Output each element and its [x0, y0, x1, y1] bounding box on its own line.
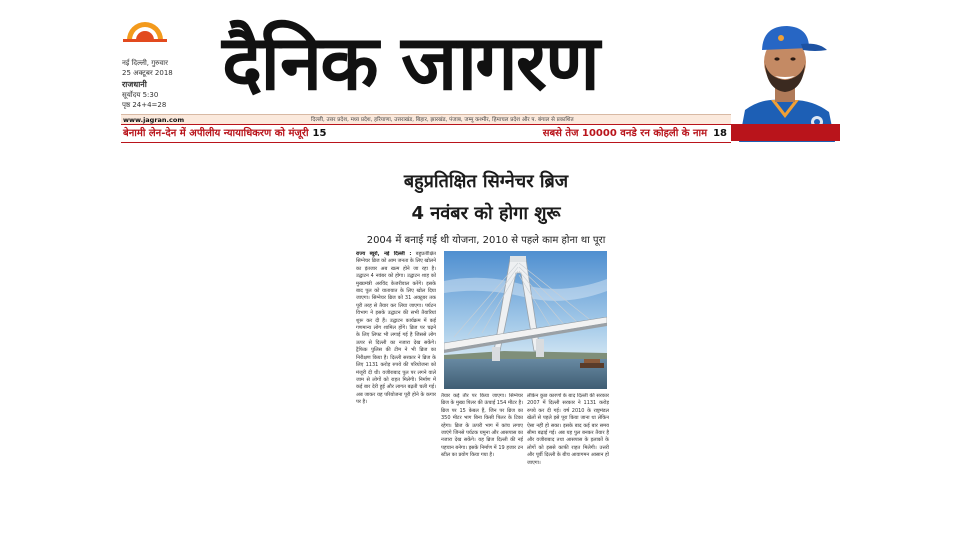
article-headline — [356, 166, 616, 230]
article-column-2-text: तैयार कई तौर पर किया जाएगा। सिग्नेचर ब्रिज के मुख्य पिलर की ऊंचाई 154 मीटर है। ब्रिज पर 15 केबल हैं, जिन पर ब्रिज का 350 मीटर भाग बिना किसी पिलर के टिका रहेगा। ब्रिज के ऊपरी भाग में कांच लगाए जाएंगे जिनसे पर्यटक यमुना और आसपास का नजारा देख सकेंगे। यह ब्रिज दिल्ली की नई पहचान बनेगा। इसके निर्माण में 19 हजार टन स्टील का प्रयोग किया गया है। — [441, 393, 523, 459]
headline-line-1: बहुप्रतिक्षित सिग्नेचर ब्रिज — [403, 171, 569, 192]
signature-bridge-photo — [444, 251, 607, 389]
masthead — [121, 14, 840, 114]
edition-city: नई दिल्ली, गुरुवार — [122, 59, 168, 67]
editions-list: दिल्ली, उत्तर प्रदेश, मध्य प्रदेश, हरियाणा, उत्तराखंड, बिहार, झारखंड, पंजाब, जम्मू कश्मीर, हिमाचल प्रदेश और प. बंगाल से प्रकाशित — [311, 117, 574, 123]
edition-info — [122, 58, 173, 110]
article-column-3-text: लेकिन कुछ कारणों के बाद दिल्ली की सरकार 2007 में दिल्ली सरकार ने 1131 करोड़ रुपये कर दी गई। वर्ष 2010 के राष्ट्रमंडल खेलों से पहले इसे पूरा किया जाना था लेकिन ऐसा नहीं हो सका। इसके बाद कई बार समय सीमा बढ़ाई गई। अब यह पुल बनकर तैयार है और वजीराबाद तथा आसपास के इलाकों के लोगों को इससे काफी राहत मिलेगी। उत्तरी और पूर्वी दिल्ली के बीच आवागमन आसान हो जाएगा। — [527, 393, 609, 466]
article-column-1 — [356, 251, 436, 513]
dainik-jagran-sun-logo — [123, 18, 167, 42]
article-column-2 — [441, 393, 523, 513]
article-byline: राज्य ब्यूरो, नई दिल्ली : — [356, 251, 412, 257]
article-column-3 — [527, 393, 609, 513]
ribbon-left-headline: बेनामी लेन-देन में अपीलीय न्यायाधिकरण को मंजूरी — [123, 128, 309, 139]
headline-ribbon — [121, 124, 731, 143]
ribbon-right-item[interactable] — [543, 125, 727, 142]
edition-info-2: पृष्ठ 24+4=28 — [122, 101, 167, 109]
website-link[interactable]: www.jagran.com — [123, 116, 185, 124]
ribbon-right-page: 18 — [713, 128, 727, 139]
edition-info-1: सूर्योदय 5:30 — [122, 91, 159, 99]
edition-label: राजधानी — [122, 80, 147, 89]
ribbon-accent-bar — [731, 124, 840, 141]
article-subhead: 2004 में बनाई गई थी योजना, 2010 से पहले काम होना था पूरा — [366, 235, 606, 246]
article-column-1-text: बहुप्रतीक्षित सिग्नेचर ब्रिज को आम जनता के लिए खोलने का इंतजार अब खत्म होने जा रहा है। उद्घाटन 4 नवंबर को होगा। उद्घाटन शाह को मुख्यमंत्री अरविंद केजरीवाल करेंगे। इसके बाद पुल को यातायात के लिए खोल दिया जाएगा। सिग्नेचर ब्रिज को 31 अक्टूबर तक पूरी तरह से तैयार कर लिया जाएगा। पर्यटन विभाग ने इसके उद्घाटन की सभी तैयारियां शुरू कर दी हैं। उद्घाटन कार्यक्रम में कई गणमान्य लोग शामिल होंगे। ब्रिज पर चढ़ने के लिए लिफ्ट भी लगाई गई है जिससे लोग ऊपर से दिल्ली का नजारा देख सकेंगे। ट्रैफिक पुलिस की टीम ने भी ब्रिज का निरीक्षण किया है। दिल्ली सरकार ने ब्रिज के लिए 1131 करोड़ रुपये की परियोजना को मंजूरी दी थी। वजीराबाद पुल पर लगने वाले जाम से लोगों को राहत मिलेगी। निर्माण में कई बार देरी हुई और लागत बढ़ती चली गई। अब जाकर यह परियोजना पूरी होने के कगार पर है। — [356, 251, 436, 406]
newspaper-title: दैनिक जागरण — [222, 18, 598, 107]
edition-date: 25 अक्टूबर 2018 — [122, 69, 173, 77]
ribbon-left-page: 15 — [312, 128, 327, 139]
ribbon-right-headline: सबसे तेज 10000 वनडे रन कोहली के नाम — [542, 128, 708, 139]
cricketer-photo — [731, 14, 840, 142]
ribbon-left-item[interactable] — [123, 125, 326, 142]
headline-line-2: 4 नवंबर को होगा शुरू — [411, 203, 561, 224]
